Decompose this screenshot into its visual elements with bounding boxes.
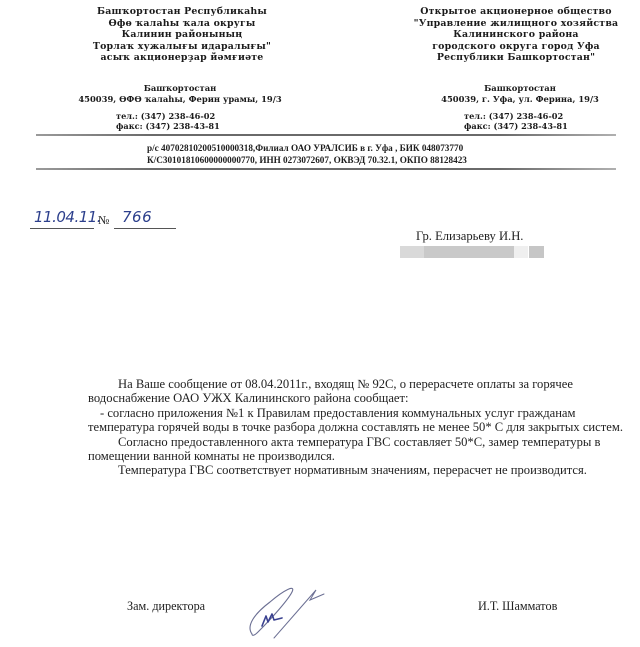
bank-line: р/с 40702810200510000318,Филиал ОАО УРАЛСИБ в г. Уфа , БИК 048073770 xyxy=(147,143,464,153)
body-paragraph: - согласно приложения №1 к Правилам предоставления коммунальных услуг гражданам температура горячей воды в точке разбора должна составлять не менее 50* С для закрытых систем. xyxy=(88,405,623,435)
body-paragraph: На Ваше сообщение от 08.04.2011г., входящ № 92С, о перерасчете оплаты за горячее водоснабжение ОАО УЖХ Калининского района сообщает: xyxy=(88,377,573,406)
date-underline xyxy=(30,228,94,229)
handwritten-number: 766 xyxy=(122,208,153,226)
org-line: Өфө ҡалаһы ҡала округы xyxy=(108,17,256,29)
letterhead-right-contacts xyxy=(464,111,568,132)
redacted-address xyxy=(514,246,528,258)
signatory-name: И.Т. Шамматов xyxy=(478,599,558,613)
region: Башкортостан xyxy=(484,83,556,93)
org-line: Открытое акционерное общество xyxy=(420,6,612,17)
letter-body xyxy=(88,377,633,478)
recipient-name: Гр. Елизарьеву И.Н. xyxy=(416,229,524,243)
body-paragraph: Согласно предоставленного акта температура ГВС составляет 50*С, замер температуры в помещении ванной комнаты не производился. xyxy=(88,434,601,464)
org-line: асыҡ акционерҙар йәмғиәте xyxy=(100,52,264,64)
org-line: Республики Башкортостан" xyxy=(436,52,596,64)
org-line: Торлаҡ хужалығы идаралығы" xyxy=(92,40,272,52)
redacted-address xyxy=(424,246,514,258)
bank-line: К/С30101810600000000770, ИНН 0273072607, ОКВЭД 70.32.1, ОКПО 88128423 xyxy=(147,154,467,165)
signatory-role: Зам. директора xyxy=(127,599,206,613)
letterhead-left-org xyxy=(62,6,302,64)
org-line: Калинин районының xyxy=(121,29,243,41)
number-underline xyxy=(114,228,176,229)
number-sign: № xyxy=(98,213,110,227)
redacted-address xyxy=(400,246,424,258)
outgoing-reference xyxy=(30,206,190,232)
handwritten-date: 11.04.11. xyxy=(34,208,102,226)
letterhead-left-address xyxy=(60,83,300,105)
street-address: 450039, ӨФӨ ҡалаһы, Ферин урамы, 19/3 xyxy=(78,94,282,104)
region: Башҡортостан xyxy=(143,83,217,93)
fax: факс: (347) 238-43-81 xyxy=(116,121,220,132)
org-line: Калининского района xyxy=(453,29,579,41)
letterhead-divider-bottom xyxy=(36,168,616,170)
letterhead-right-address xyxy=(400,83,640,105)
org-line: городского округа город Уфа xyxy=(432,40,600,52)
body-paragraph: Температура ГВС соответствует нормативным значениям, перерасчет не производится. xyxy=(118,463,587,478)
org-line: "Управление жилищного хозяйства xyxy=(413,17,619,29)
handwritten-signature-icon xyxy=(244,578,344,642)
letterhead-left-contacts xyxy=(116,111,220,132)
org-line: Башҡортостан Республикаһы xyxy=(97,6,267,17)
fax: факс: (347) 238-43-81 xyxy=(464,121,568,132)
phone: тел.: (347) 238-46-02 xyxy=(116,111,216,121)
letterhead-right-org xyxy=(396,6,636,64)
street-address: 450039, г. Уфа, ул. Ферина, 19/3 xyxy=(441,94,599,104)
bank-details xyxy=(147,143,467,166)
letterhead-divider-top xyxy=(36,134,616,136)
redacted-address xyxy=(529,246,544,258)
phone: тел.: (347) 238-46-02 xyxy=(464,111,564,121)
